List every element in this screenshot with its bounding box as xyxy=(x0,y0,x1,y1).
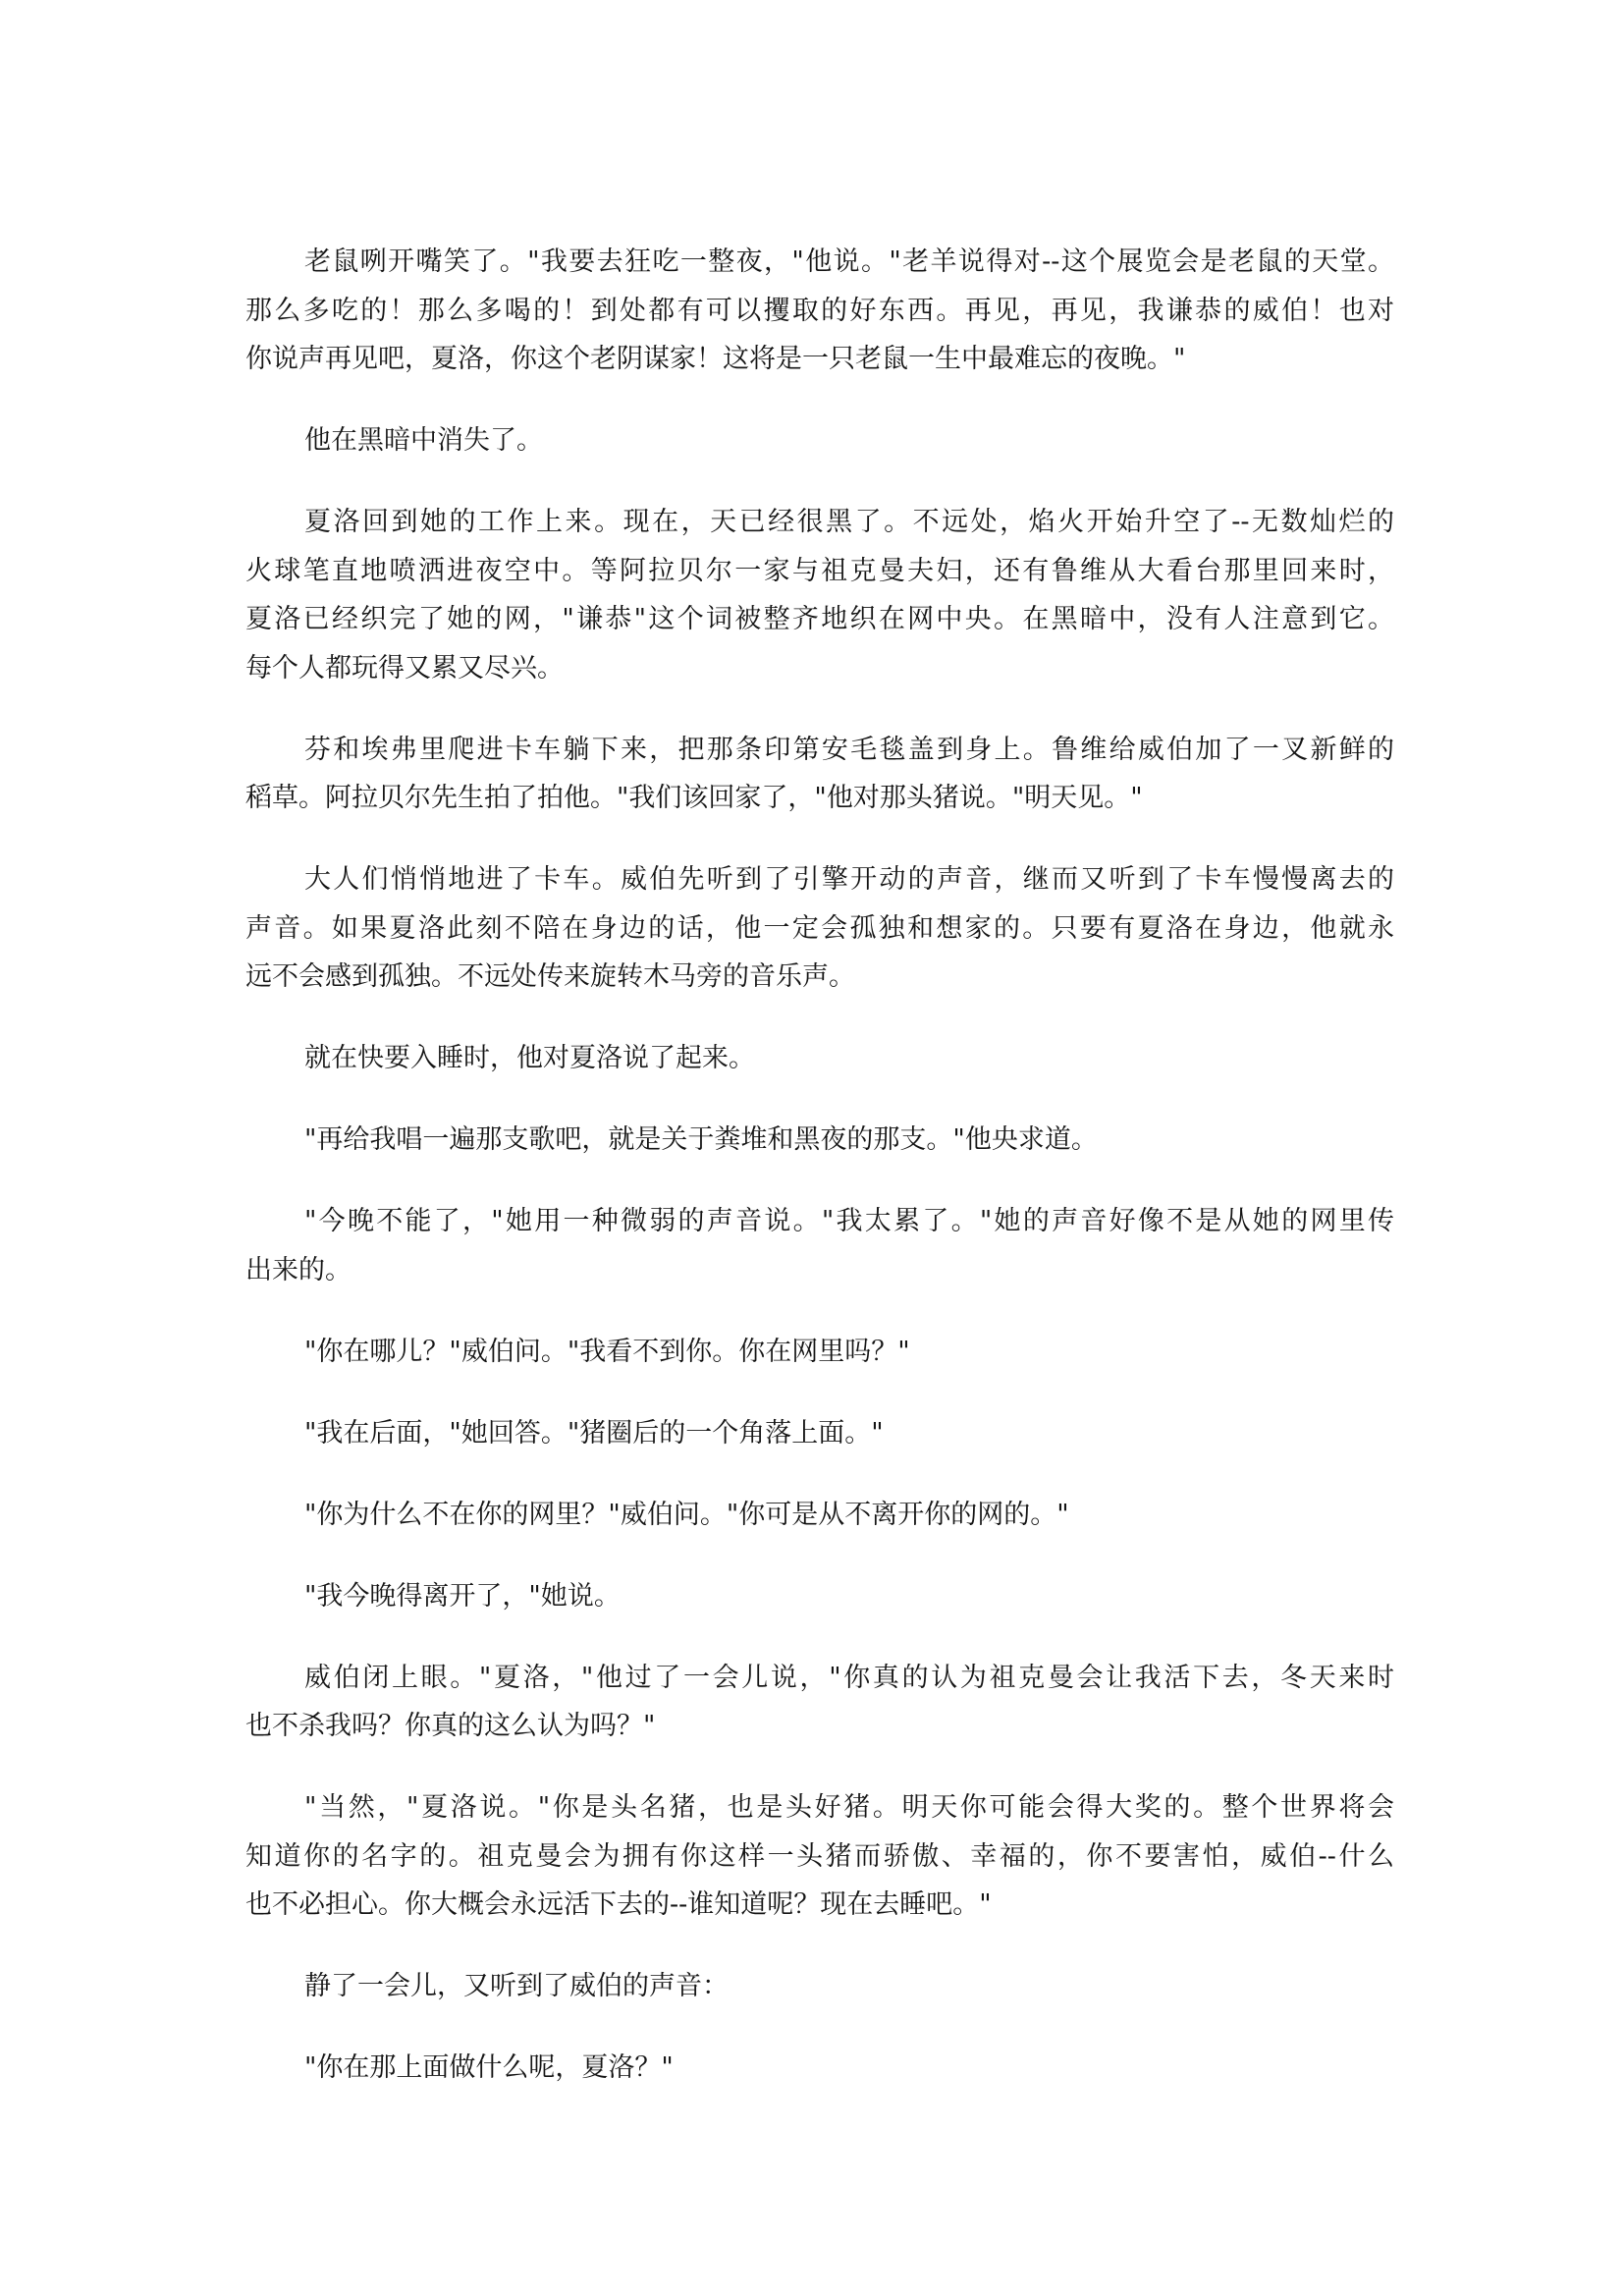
paragraph xyxy=(245,1409,1394,1458)
paragraph xyxy=(245,1572,1394,1621)
text-line: 夏洛回到她的工作上来。现在，天已经很黑了。不远处，焰火开始升空了--无数灿烂的 xyxy=(304,507,1394,537)
text-line: 知道你的名字的。祖克曼会为拥有你这样一头猪而骄傲、幸福的，你不要害怕，威伯--什么 xyxy=(245,1840,1394,1872)
paragraph xyxy=(245,855,1394,1002)
text-line: "今晚不能了，"她用一种微弱的声音说。"我太累了。"她的声音好像不是从她的网里传 xyxy=(304,1206,1394,1236)
text-line: 老鼠咧开嘴笑了。"我要去狂吃一整夜，"他说。"老羊说得对--这个展览会是老鼠的天堂。 xyxy=(304,246,1394,277)
paragraph xyxy=(245,1197,1394,1294)
text-line: "你在哪儿？"威伯问。"我看不到你。你在网里吗？" xyxy=(304,1336,910,1367)
paragraph xyxy=(245,416,1394,465)
paragraph xyxy=(245,726,1394,823)
text-line: "再给我唱一遍那支歌吧，就是关于粪堆和黑夜的那支。"他央求道。 xyxy=(304,1124,1098,1155)
text-line: 出来的。 xyxy=(245,1254,352,1285)
text-line: 他在黑暗中消失了。 xyxy=(304,425,543,456)
text-line: 威伯闭上眼。"夏洛，"他过了一会儿说，"你真的认为祖克曼会让我活下去，冬天来时 xyxy=(304,1662,1394,1693)
paragraph xyxy=(245,2044,1394,2093)
text-line: 你说声再见吧，夏洛，你这个老阴谋家！这将是一只老鼠一生中最难忘的夜晚。" xyxy=(245,344,1186,374)
text-line: 那么多吃的！那么多喝的！到处都有可以攫取的好东西。再见，再见，我谦恭的威伯！也对 xyxy=(245,295,1394,326)
text-line: 夏洛已经织完了她的网，"谦恭"这个词被整齐地织在网中央。在黑暗中，没有人注意到它。 xyxy=(245,604,1394,634)
text-line: 静了一会儿，又听到了威伯的声音： xyxy=(304,1971,729,2001)
paragraph xyxy=(245,1783,1394,1930)
text-line: 就在快要入睡时，他对夏洛说了起来。 xyxy=(304,1043,755,1073)
text-line: "我在后面，"她回答。"猪圈后的一个角落上面。" xyxy=(304,1417,884,1449)
paragraph xyxy=(245,1034,1394,1083)
text-line: 每个人都玩得又累又尽兴。 xyxy=(245,652,564,683)
paragraph xyxy=(245,1328,1394,1377)
text-line: "你为什么不在你的网里？"威伯问。"你可是从不离开你的网的。" xyxy=(304,1499,1069,1530)
text-line: 也不必担心。你大概会永远活下去的--谁知道呢？现在去睡吧。" xyxy=(245,1889,992,1920)
text-line: 也不杀我吗？你真的这么认为吗？" xyxy=(245,1711,656,1741)
paragraph xyxy=(245,1116,1394,1165)
text-line: 远不会感到孤独。不远处传来旋转木马旁的音乐声。 xyxy=(245,961,855,992)
text-line: 大人们悄悄地进了卡车。威伯先听到了引擎开动的声音，继而又听到了卡车慢慢离去的 xyxy=(304,864,1394,895)
paragraph xyxy=(245,498,1394,692)
text-line: 芬和埃弗里爬进卡车躺下来，把那条印第安毛毯盖到身上。鲁维给威伯加了一叉新鲜的 xyxy=(304,734,1394,765)
paragraph xyxy=(245,238,1394,384)
paragraph xyxy=(245,1654,1394,1751)
text-line: 声音。如果夏洛此刻不陪在身边的话，他一定会孤独和想家的。只要有夏洛在身边，他就永 xyxy=(245,912,1394,944)
paragraph xyxy=(245,1491,1394,1540)
paragraph xyxy=(245,1962,1394,2011)
text-line: "你在那上面做什么呢，夏洛？" xyxy=(304,2052,674,2083)
text-line: 稻草。阿拉贝尔先生拍了拍他。"我们该回家了，"他对那头猪说。"明天见。" xyxy=(245,783,1143,813)
text-line: 火球笔直地喷洒进夜空中。等阿拉贝尔一家与祖克曼夫妇，还有鲁维从大看台那里回来时， xyxy=(245,555,1394,586)
text-line: "当然，"夏洛说。"你是头名猪，也是头好猪。明天你可能会得大奖的。整个世界将会 xyxy=(304,1792,1394,1823)
document-body xyxy=(245,238,1394,2125)
text-line: "我今晚得离开了，"她说。 xyxy=(304,1580,621,1612)
